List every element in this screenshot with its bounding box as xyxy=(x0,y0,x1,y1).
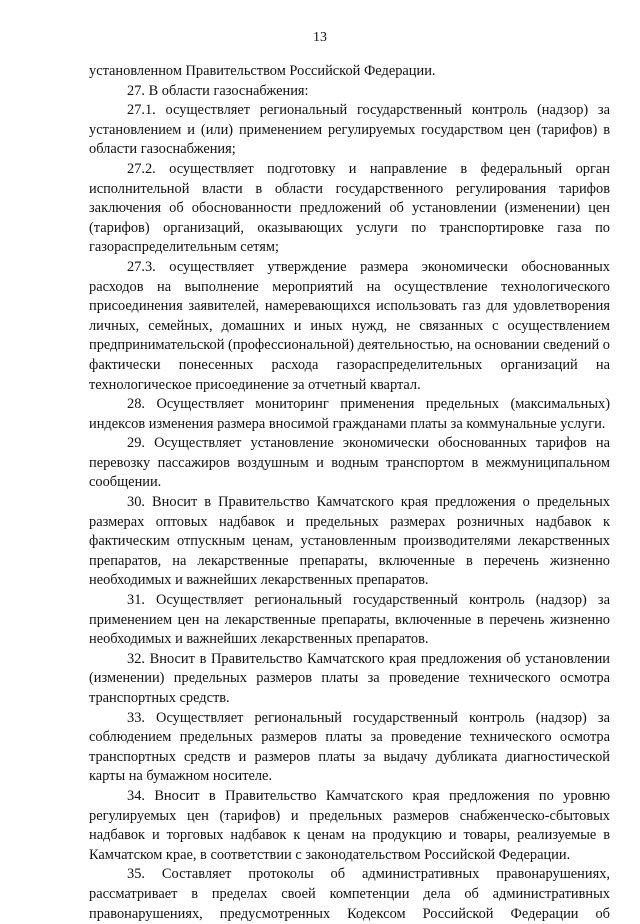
paragraph-30: 30. Вносит в Правительство Камчатского края предложения о предельных размерах оптовых надбавок и предельных размерах розничных надбавок к фактическим отпускным ценам, установленным производителями лекарственных препаратов, на лекарственные препараты, включенные в перечень жизненно необходимых и важнейших лекарственных препаратов. xyxy=(89,494,610,589)
paragraph-27: 27. В области газоснабжения: xyxy=(127,82,309,99)
paragraph-27-2: 27.2. осуществляет подготовку и направление в федеральный орган исполнительной власти в области государственного регулирования тарифов заключения об обоснованности предложений об установлении (изменении) цен (тарифов) организаций, оказывающих услуги по транспортировке газа по газораспределительным сетям; xyxy=(89,160,610,256)
page-number: 13 xyxy=(313,30,327,45)
paragraph-35: 35. Составляет протоколы об административных правонарушениях, рассматривает в пределах своей компетенции дела об административных правонарушениях, предусмотренных Кодексом Российской Федерации об xyxy=(89,866,610,922)
paragraph-34: 34. Вносит в Правительство Камчатского края предложения по уровню регулируемых цен (тарифов) и предельных размеров снабженческо-сбытовых надбавок и торговых надбавок к ценам на продукцию и товары, реализуемые в Камчатском крае, в соответствии с законодательством Российской Федерации. xyxy=(89,787,610,863)
paragraph-28: 28. Осуществляет мониторинг применения предельных (максимальных) индексов изменения размера вносимой гражданами платы за коммунальные услуги. xyxy=(89,396,610,432)
document-body xyxy=(89,62,610,924)
paragraph-29: 29. Осуществляет установление экономически обоснованных тарифов на перевозку пассажиров воздушным и водным транспортом в межмуниципальном сообщении. xyxy=(89,435,610,491)
paragraph-continuation: установленном Правительством Российской Федерации. xyxy=(89,63,436,79)
paragraph-33: 33. Осуществляет региональный государственный контроль (надзор) за соблюдением предельных размеров платы за проведение технического осмотра транспортных средств и размеров платы за выдачу дубликата диагностической карты на бумажном носителе. xyxy=(89,709,610,785)
paragraph-31: 31. Осуществляет региональный государственный контроль (надзор) за применением цен на лекарственные препараты, включенные в перечень жизненно необходимых и важнейших лекарственных препаратов. xyxy=(89,592,610,648)
paragraph-32: 32. Вносит в Правительство Камчатского края предложения об установлении (изменении) предельных размеров платы за проведение технического осмотра транспортных средств. xyxy=(89,650,610,706)
paragraph-27-1: 27.1. осуществляет региональный государственный контроль (надзор) за установлением и (или) применением регулируемых государством цен (тарифов) в области газоснабжения; xyxy=(89,102,610,158)
paragraph-27-3: 27.3. осуществляет утверждение размера экономически обоснованных расходов на выполнение мероприятий на осуществление технологического присоединения заявителей, намеревающихся использовать газ для удовлетворения личных, семейных, домашних и иных нужд, не связанных с осуществлением предпринимательской (профессиональной) деятельностью, на основании сведений о фактически понесенных расхода газораспределительных организаций на технологическое присоединение за отчетный квартал. xyxy=(89,258,610,393)
